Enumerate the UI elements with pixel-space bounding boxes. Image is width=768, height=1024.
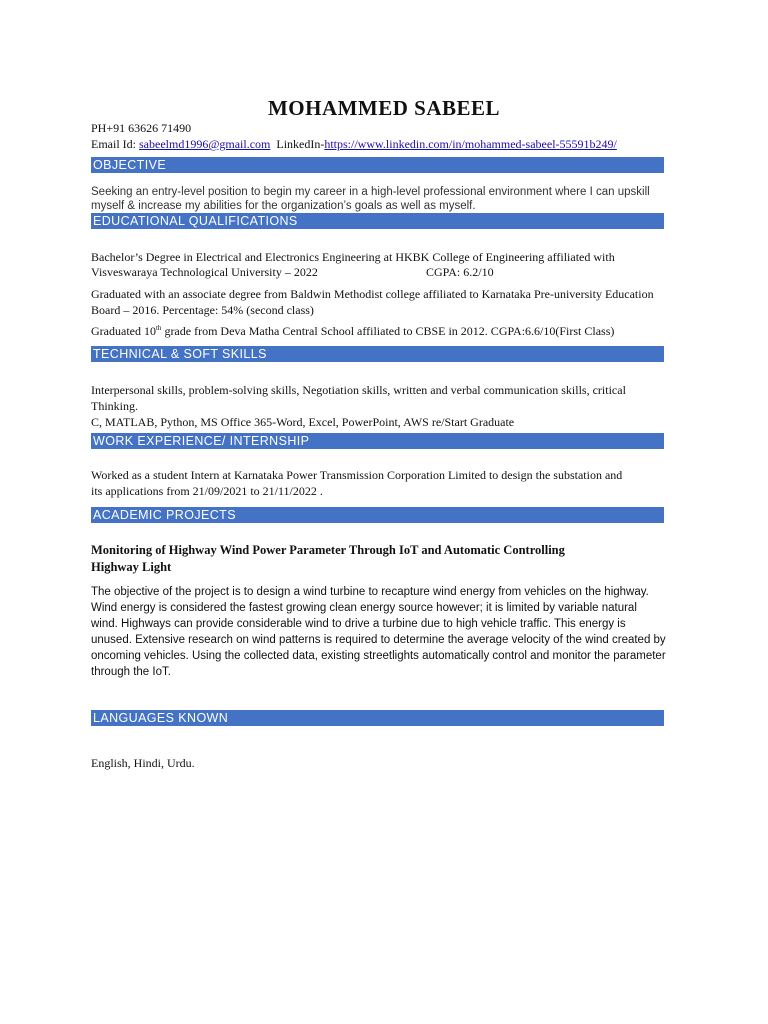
section-heading-education: EDUCATIONAL QUALIFICATIONS	[91, 213, 664, 229]
education-school	[91, 323, 614, 339]
linkedin-link[interactable]: https://www.linkedin.com/in/mohammed-sabeel-55591b249/	[324, 137, 617, 151]
section-heading-objective: OBJECTIVE	[91, 157, 664, 173]
education-degree-cgpa: CGPA: 6.2/10	[426, 265, 494, 279]
section-heading-projects: ACADEMIC PROJECTS	[91, 507, 664, 523]
soft-skills-text: Interpersonal skills, problem-solving skills, Negotiation skills, written and verbal communication skills, critical Thinking.	[91, 383, 626, 413]
linkedin-label: LinkedIn-	[276, 137, 325, 151]
section-heading-languages: LANGUAGES KNOWN	[91, 710, 664, 726]
school-text-post: grade from Deva Matha Central School affiliated to CBSE in 2012. CGPA:6.6/10(First Class)	[161, 324, 615, 338]
school-text-pre: Graduated 10	[91, 324, 156, 338]
objective-text: Seeking an entry-level position to begin my career in a high-level professional environment where I can upskill myself & increase my abilities for the organization’s goals as well as myself.	[91, 186, 650, 212]
experience-text: Worked as a student Intern at Karnataka Power Transmission Corporation Limited to design the substation and its applications from 21/09/2021 to 21/11/2022 .	[91, 468, 623, 498]
education-puc: Graduated with an associate degree from Baldwin Methodist college affiliated to Karnataka Pre-university Education Board – 2016. Percentage: 54% (second class)	[91, 287, 654, 317]
email-label: Email Id:	[91, 137, 139, 151]
email-link[interactable]: sabeelmd1996@gmail.com	[139, 137, 271, 151]
section-heading-skills: TECHNICAL & SOFT SKILLS	[91, 346, 664, 362]
technical-skills-text: C, MATLAB, Python, MS Office 365-Word, Excel, PowerPoint, AWS re/Start Graduate	[91, 415, 515, 429]
education-degree-line1: Bachelor’s Degree in Electrical and Electronics Engineering at HKBK College of Engineering affiliated with	[91, 250, 615, 264]
project-title: Monitoring of Highway Wind Power Parameter Through IoT and Automatic Controlling Highway Light	[91, 543, 565, 574]
contact-line	[91, 136, 617, 152]
education-degree-line2: Visveswaraya Technological University – 2022	[91, 265, 318, 279]
phone-line: PH+91 63626 71490	[91, 121, 192, 135]
project-description: The objective of the project is to design a wind turbine to recapture wind energy from vehicles on the highway. Wind energy is considered the fastest growing clean energy source however; it is limited by variable natural wind. Highways can provide considerable wind to drive a turbine due to high vehicle traffic. This energy is unused. Extensive research on wind patterns is required to determine the average velocity of the wind created by oncoming vehicles. Using the collected data, existing streetlights automatically control and monitor the parameter through the IoT.	[91, 586, 666, 678]
school-text-sup: th	[155, 324, 162, 332]
section-heading-experience: WORK EXPERIENCE/ INTERNSHIP	[91, 433, 664, 449]
candidate-name: MOHAMMED SABEEL	[267, 96, 501, 120]
languages-text: English, Hindi, Urdu.	[91, 756, 195, 770]
